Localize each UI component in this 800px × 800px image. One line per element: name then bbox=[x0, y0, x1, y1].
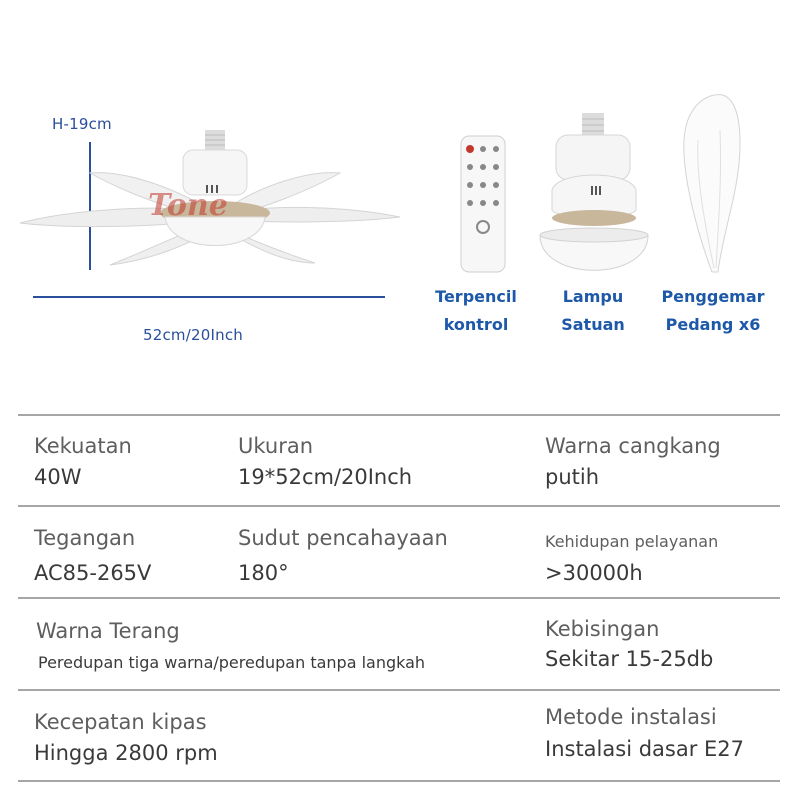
spec-value-fan-speed: Hingga 2800 rpm bbox=[34, 741, 218, 765]
spec-label-light-angle: Sudut pencahayaan bbox=[238, 526, 448, 550]
brand-watermark: Tone bbox=[148, 188, 228, 223]
spec-value-shell-color: putih bbox=[545, 465, 600, 489]
spec-label-shell-color: Warna cangkang bbox=[545, 434, 721, 458]
component-label-line: Penggemar bbox=[661, 287, 765, 306]
divider bbox=[18, 597, 780, 599]
spec-value-power: 40W bbox=[34, 465, 82, 489]
spec-value-noise: Sekitar 15-25db bbox=[545, 647, 714, 671]
spec-value-light-angle: 180° bbox=[238, 561, 289, 585]
component-label-remote bbox=[420, 283, 532, 339]
spec-value-service-life: >30000h bbox=[545, 561, 643, 585]
divider bbox=[18, 689, 780, 691]
spec-label-size: Ukuran bbox=[238, 434, 314, 458]
component-label-line: Lampu bbox=[562, 287, 624, 306]
width-label: 52cm/20Inch bbox=[143, 326, 243, 344]
spec-label-noise: Kebisingan bbox=[545, 617, 660, 641]
spec-label-light-color: Warna Terang bbox=[36, 619, 180, 643]
component-label-line: Terpencil bbox=[435, 287, 517, 306]
lamp-unit-image bbox=[538, 110, 650, 280]
remote-control-image bbox=[460, 135, 506, 275]
spec-label-fan-speed: Kecepatan kipas bbox=[34, 710, 207, 734]
component-label-line: kontrol bbox=[443, 315, 509, 334]
divider bbox=[18, 780, 780, 782]
divider bbox=[18, 414, 780, 416]
spec-label-power: Kekuatan bbox=[34, 434, 132, 458]
spec-value-voltage: AC85-265V bbox=[34, 561, 152, 585]
component-label-lamp bbox=[540, 283, 646, 339]
spec-value-install-method: Instalasi dasar E27 bbox=[545, 737, 745, 761]
divider bbox=[18, 505, 780, 507]
height-label: H-19cm bbox=[52, 115, 112, 133]
spec-label-service-life: Kehidupan pelayanan bbox=[545, 532, 719, 551]
component-label-line: Satuan bbox=[561, 315, 625, 334]
component-label-blades bbox=[650, 283, 776, 339]
fan-blade-image bbox=[678, 90, 748, 275]
width-dimension-line bbox=[33, 296, 385, 298]
component-label-line: Pedang x6 bbox=[665, 315, 761, 334]
spec-value-light-color: Peredupan tiga warna/peredupan tanpa langkah bbox=[38, 653, 426, 672]
spec-value-size: 19*52cm/20Inch bbox=[238, 465, 413, 489]
spec-label-voltage: Tegangan bbox=[34, 526, 136, 550]
spec-label-install-method: Metode instalasi bbox=[545, 705, 717, 729]
